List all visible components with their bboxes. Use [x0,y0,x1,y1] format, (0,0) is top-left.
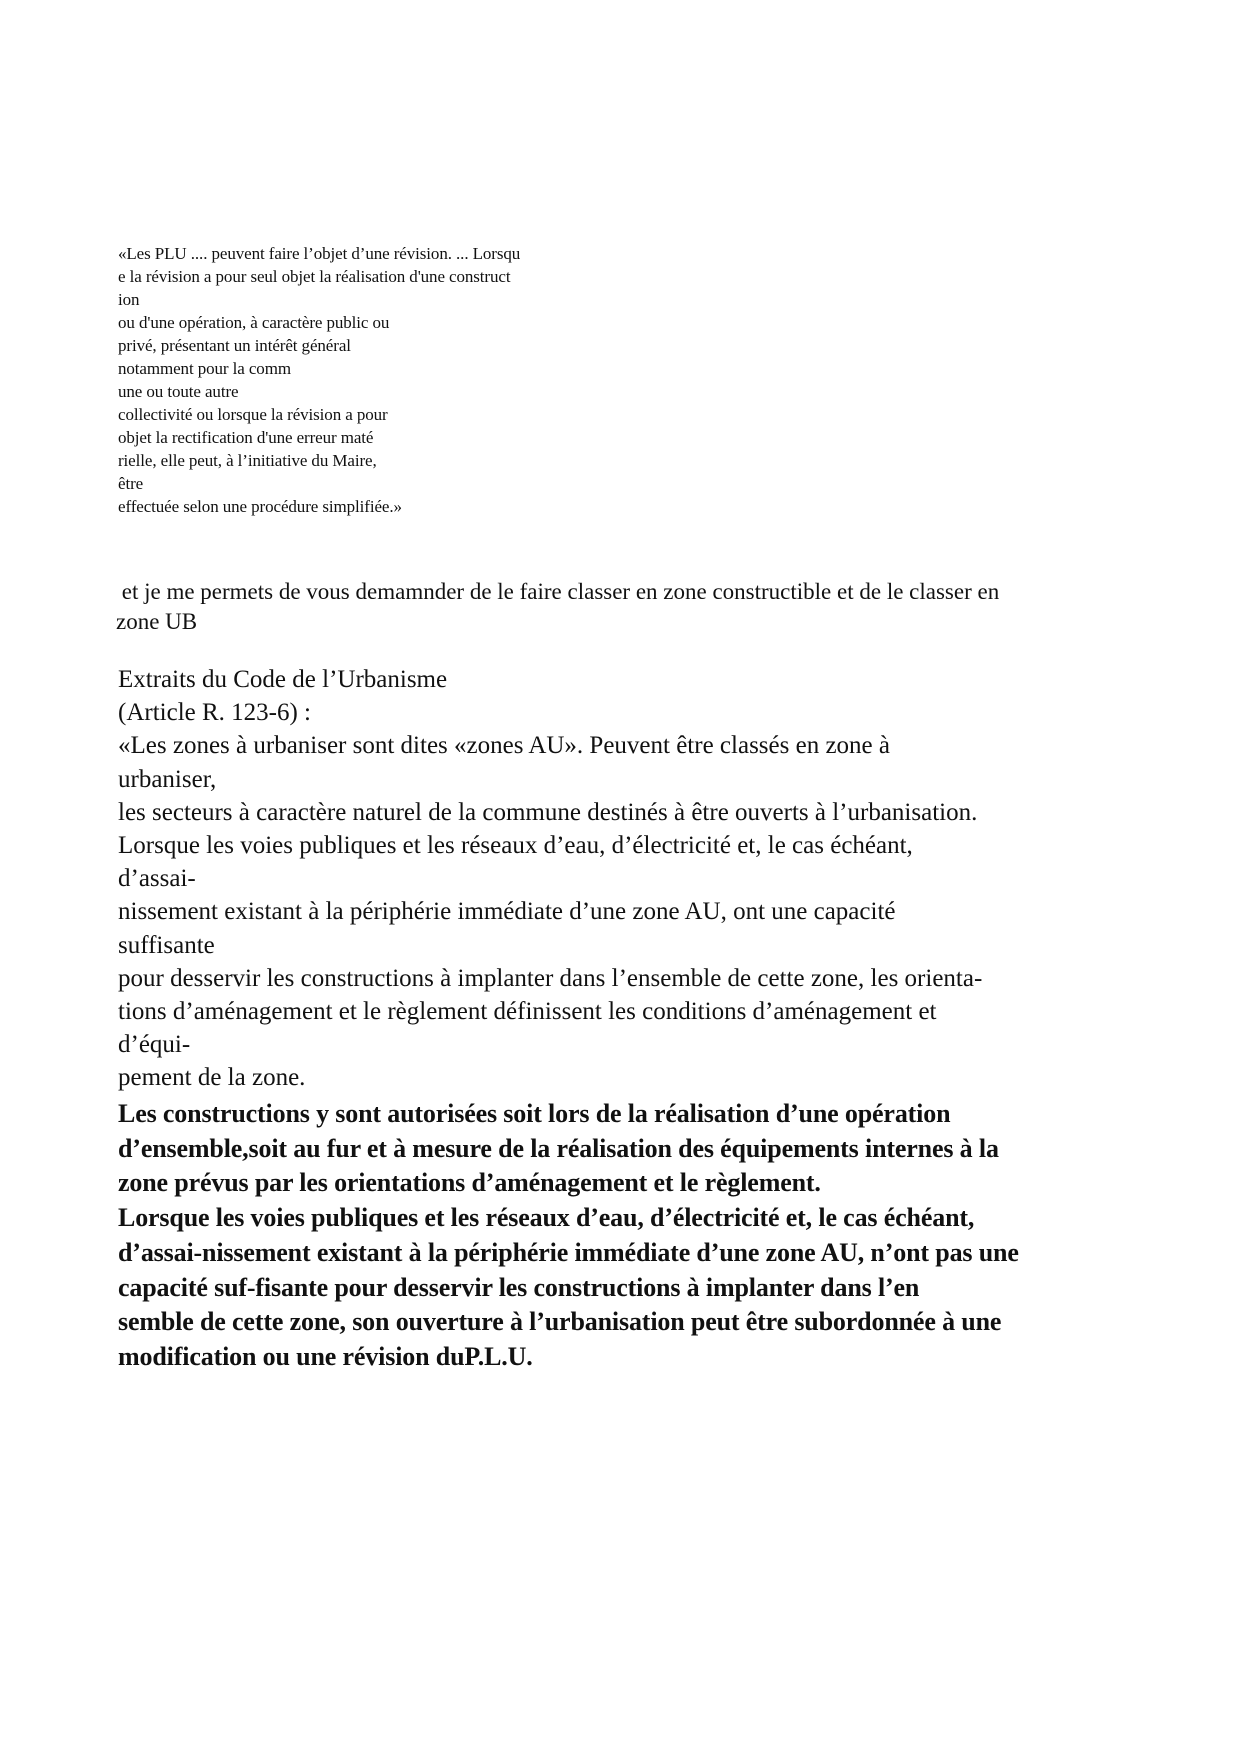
bold-line: d’ensemble,soit au fur et à mesure de la réalisation des équipements internes à la [118,1133,999,1163]
bold-line: zone prévus par les orientations d’aménagement et le règlement. [118,1168,821,1198]
bold-line: d’assai-nissement existant à la périphérie immédiate d’une zone AU, n’ont pas une [118,1237,1019,1267]
bold-line: semble de cette zone, son ouverture à l’urbanisation peut être subordonnée à une [118,1307,1002,1337]
quote-line: effectuée selon une procédure simplifiée.» [118,497,402,516]
bold-line: modification ou une révision duP.L.U. [118,1341,533,1371]
article-reference: (Article R. 123-6) : [118,699,312,727]
extract-line: tions d’aménagement et le règlement définissent les conditions d’aménagement et [118,998,937,1026]
quote-line: objet la rectification d'une erreur maté [118,428,374,447]
quote-line: ou d'une opération, à caractère public ou [118,313,390,332]
urbanism-code-extract [118,663,982,1095]
quote-line: collectivité ou lorsque la révision a pour [118,405,388,424]
bold-line: capacité suf-fisante pour desservir les constructions à implanter dans l’en [118,1272,920,1302]
extract-line: d’assai- [118,865,196,893]
zone-request-paragraph [116,577,999,637]
bold-line: Lorsque les voies publiques et les réseaux d’eau, d’électricité et, le cas échéant, [118,1203,975,1233]
construction-conditions-paragraph [118,1097,1019,1375]
quote-line: «Les PLU .... peuvent faire l’objet d’une révision. ... Lorsqu [118,244,521,263]
request-line: et je me permets de vous demamnder de le faire classer en zone constructible et de le classer en [116,579,1000,604]
quote-line: privé, présentant un intérêt général [118,336,351,355]
extract-heading: Extraits du Code de l’Urbanisme [118,666,448,693]
extract-line: pement de la zone. [118,1064,306,1092]
quote-line: ion [118,290,140,309]
extract-line: d’équi- [118,1031,191,1059]
extract-line: pour desservir les constructions à implanter dans l’ensemble de cette zone, les orienta- [118,964,983,992]
quote-line: être [118,474,144,493]
extract-line: les secteurs à caractère naturel de la commune destinés à être ouverts à l’urbanisation. [118,798,978,826]
extract-line: suffisante [118,931,215,959]
quote-line: e la révision a pour seul objet la réalisation d'une construct [118,267,511,286]
quote-line: rielle, elle peut, à l’initiative du Maire, [118,451,377,470]
plu-revision-quote [118,242,520,518]
quote-line: une ou toute autre [118,382,239,401]
bold-line: Les constructions y sont autorisées soit lors de la réalisation d’une opération [118,1099,951,1128]
extract-line: nissement existant à la périphérie immédiate d’une zone AU, ont une capacité [118,898,896,926]
extract-line: urbaniser, [118,765,217,793]
extract-line: «Les zones à urbaniser sont dites «zones AU». Peuvent être classés en zone à [118,732,890,760]
quote-line: notamment pour la comm [118,359,291,378]
extract-line: Lorsque les voies publiques et les réseaux d’eau, d’électricité et, le cas échéant, [118,832,913,860]
request-line: zone UB [116,609,198,634]
